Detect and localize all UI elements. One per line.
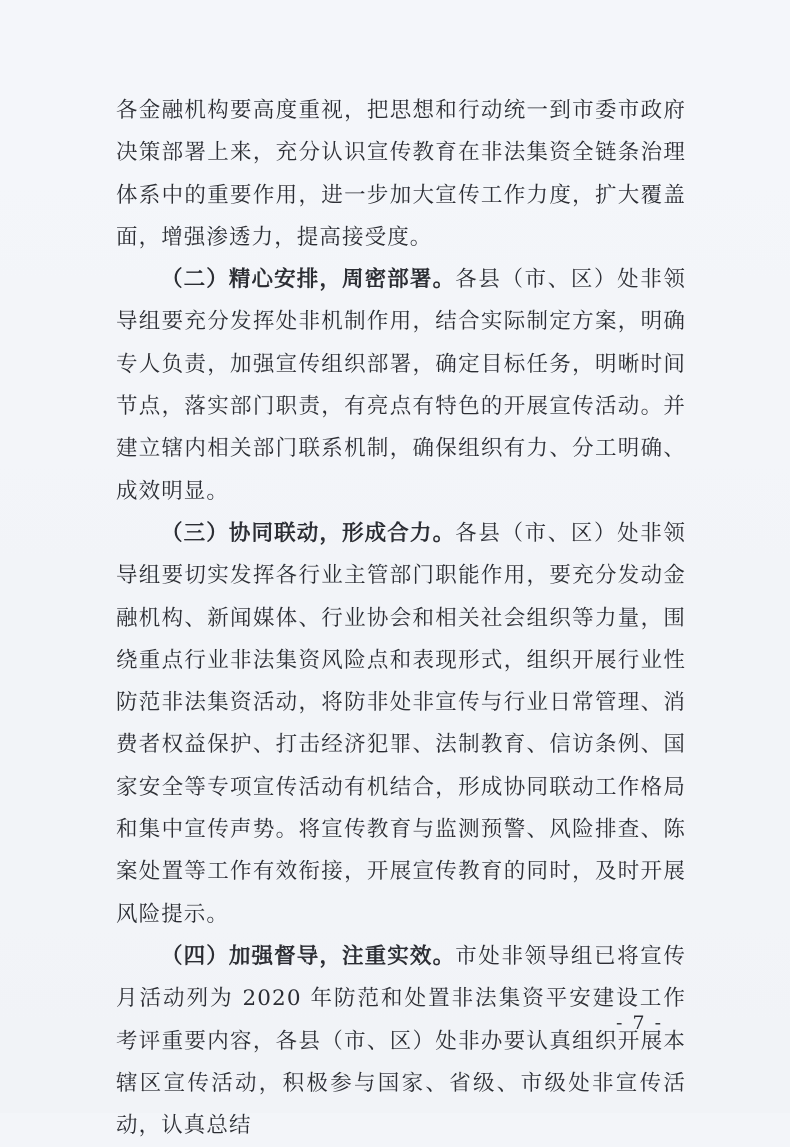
- paragraph-body: 市处非领导组已将宣传月活动列为 2020 年防范和处置非法集资平安建设工作考评重要内容，各县（市、区）处非办要认真组织开展本辖区宣传活动，积极参与国家、省级、市级处非宣传活动，认真总结: [116, 943, 686, 1139]
- paragraph-section-2: [116, 259, 686, 513]
- page-number: - 7 -: [616, 1012, 664, 1034]
- section-heading: （三）协同联动，形成合力。: [161, 520, 456, 546]
- paragraph-body: 各县（市、区）处非领导组要切实发挥各行业主管部门职能作用，要充分发动金融机构、新闻媒体、行业协会和相关社会组织等力量，围绕重点行业非法集资风险点和表现形式，组织开展行业性防范非法集资活动，将防非处非宣传与行业日常管理、消费者权益保护、打击经济犯罪、法制教育、信访条例、国家安全等专项宣传活动有机结合，形成协同联动工作格局和集中宣传声势。将宣传教育与监测预警、风险排查、陈案处置等工作有效衔接，开展宣传教育的同时，及时开展风险提示。: [116, 520, 686, 927]
- paragraph-body: 各县（市、区）处非领导组要充分发挥处非机制作用，结合实际制定方案，明确专人负责，加强宣传组织部署，确定目标任务，明晰时间节点，落实部门职责，有亮点有特色的开展宣传活动。并建立辖内相关部门联系机制，确保组织有力、分工明确、成效明显。: [116, 267, 686, 504]
- paragraph-section-4: [116, 936, 686, 1147]
- paragraph-section-3: [116, 513, 686, 936]
- section-heading: （四）加强督导，注重实效。: [161, 943, 456, 969]
- paragraph-continuation: [116, 90, 686, 259]
- document-body: [116, 90, 686, 1147]
- paragraph-body: 各金融机构要高度重视，把思想和行动统一到市委市政府决策部署上来，充分认识宣传教育在非法集资全链条治理体系中的重要作用，进一步加大宣传工作力度，扩大覆盖面，增强渗透力，提高接受度。: [116, 98, 686, 250]
- section-heading: （二）精心安排，周密部署。: [161, 267, 456, 293]
